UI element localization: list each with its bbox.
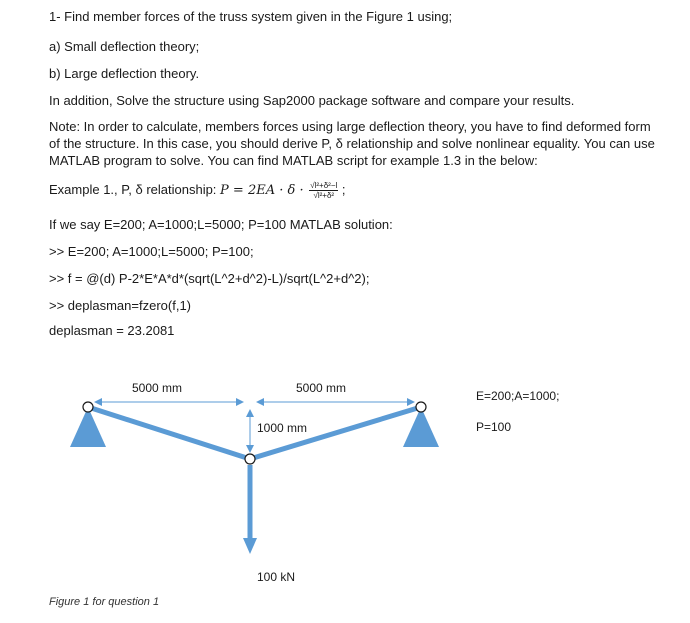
code-line-3: >> deplasman=fzero(f,1) bbox=[49, 298, 191, 313]
left-joint bbox=[83, 402, 93, 412]
right-span-label: 5000 mm bbox=[296, 381, 347, 395]
code-line-2: >> f = @(d) P-2*E*A*d*(sqrt(L^2+d^2)-L)/sqrt(L^2+d^2); bbox=[49, 271, 370, 286]
part-b: b) Large deflection theory. bbox=[49, 66, 200, 81]
left-span-label: 5000 mm bbox=[132, 381, 183, 395]
figure-caption: Figure 1 for question 1 bbox=[49, 596, 160, 608]
left-member bbox=[88, 407, 250, 459]
fraction-denominator: √l²+δ² bbox=[313, 191, 335, 201]
example-label: Example 1., P, δ relationship: bbox=[49, 182, 217, 197]
note-paragraph: Note: In order to calculate, members forces using large deflection theory, you have to find deformed form of the structure. In this case, you should derive P, δ relationship and solve nonlinear equality. You can use MATLAB program to solve. You can find MATLAB script for example 1.3 in the below: bbox=[49, 119, 655, 168]
addition-text: In addition, Solve the structure using Sap2000 package software and compare your results. bbox=[49, 93, 575, 108]
question-title: 1- Find member forces of the truss system given in the Figure 1 using; bbox=[49, 9, 453, 24]
example-formula: P = 2EA · δ · bbox=[220, 183, 304, 198]
fraction-numerator: √l²+δ²−l bbox=[310, 181, 338, 191]
code-line-1: >> E=200; A=1000;L=5000; P=100; bbox=[49, 244, 254, 259]
props-p-label: P=100 bbox=[476, 420, 512, 434]
matlab-intro: If we say E=200; A=1000;L=5000; P=100 MATLAB solution: bbox=[49, 217, 393, 232]
sag-label: 1000 mm bbox=[257, 421, 308, 435]
part-a: a) Small deflection theory; bbox=[49, 39, 200, 54]
load-label: 100 kN bbox=[257, 570, 296, 584]
center-joint bbox=[245, 454, 255, 464]
props-ea-label: E=200;A=1000; bbox=[476, 389, 560, 403]
formula-tail: ; bbox=[341, 182, 346, 197]
result-line: deplasman = 23.2081 bbox=[49, 323, 175, 338]
right-joint bbox=[416, 402, 426, 412]
